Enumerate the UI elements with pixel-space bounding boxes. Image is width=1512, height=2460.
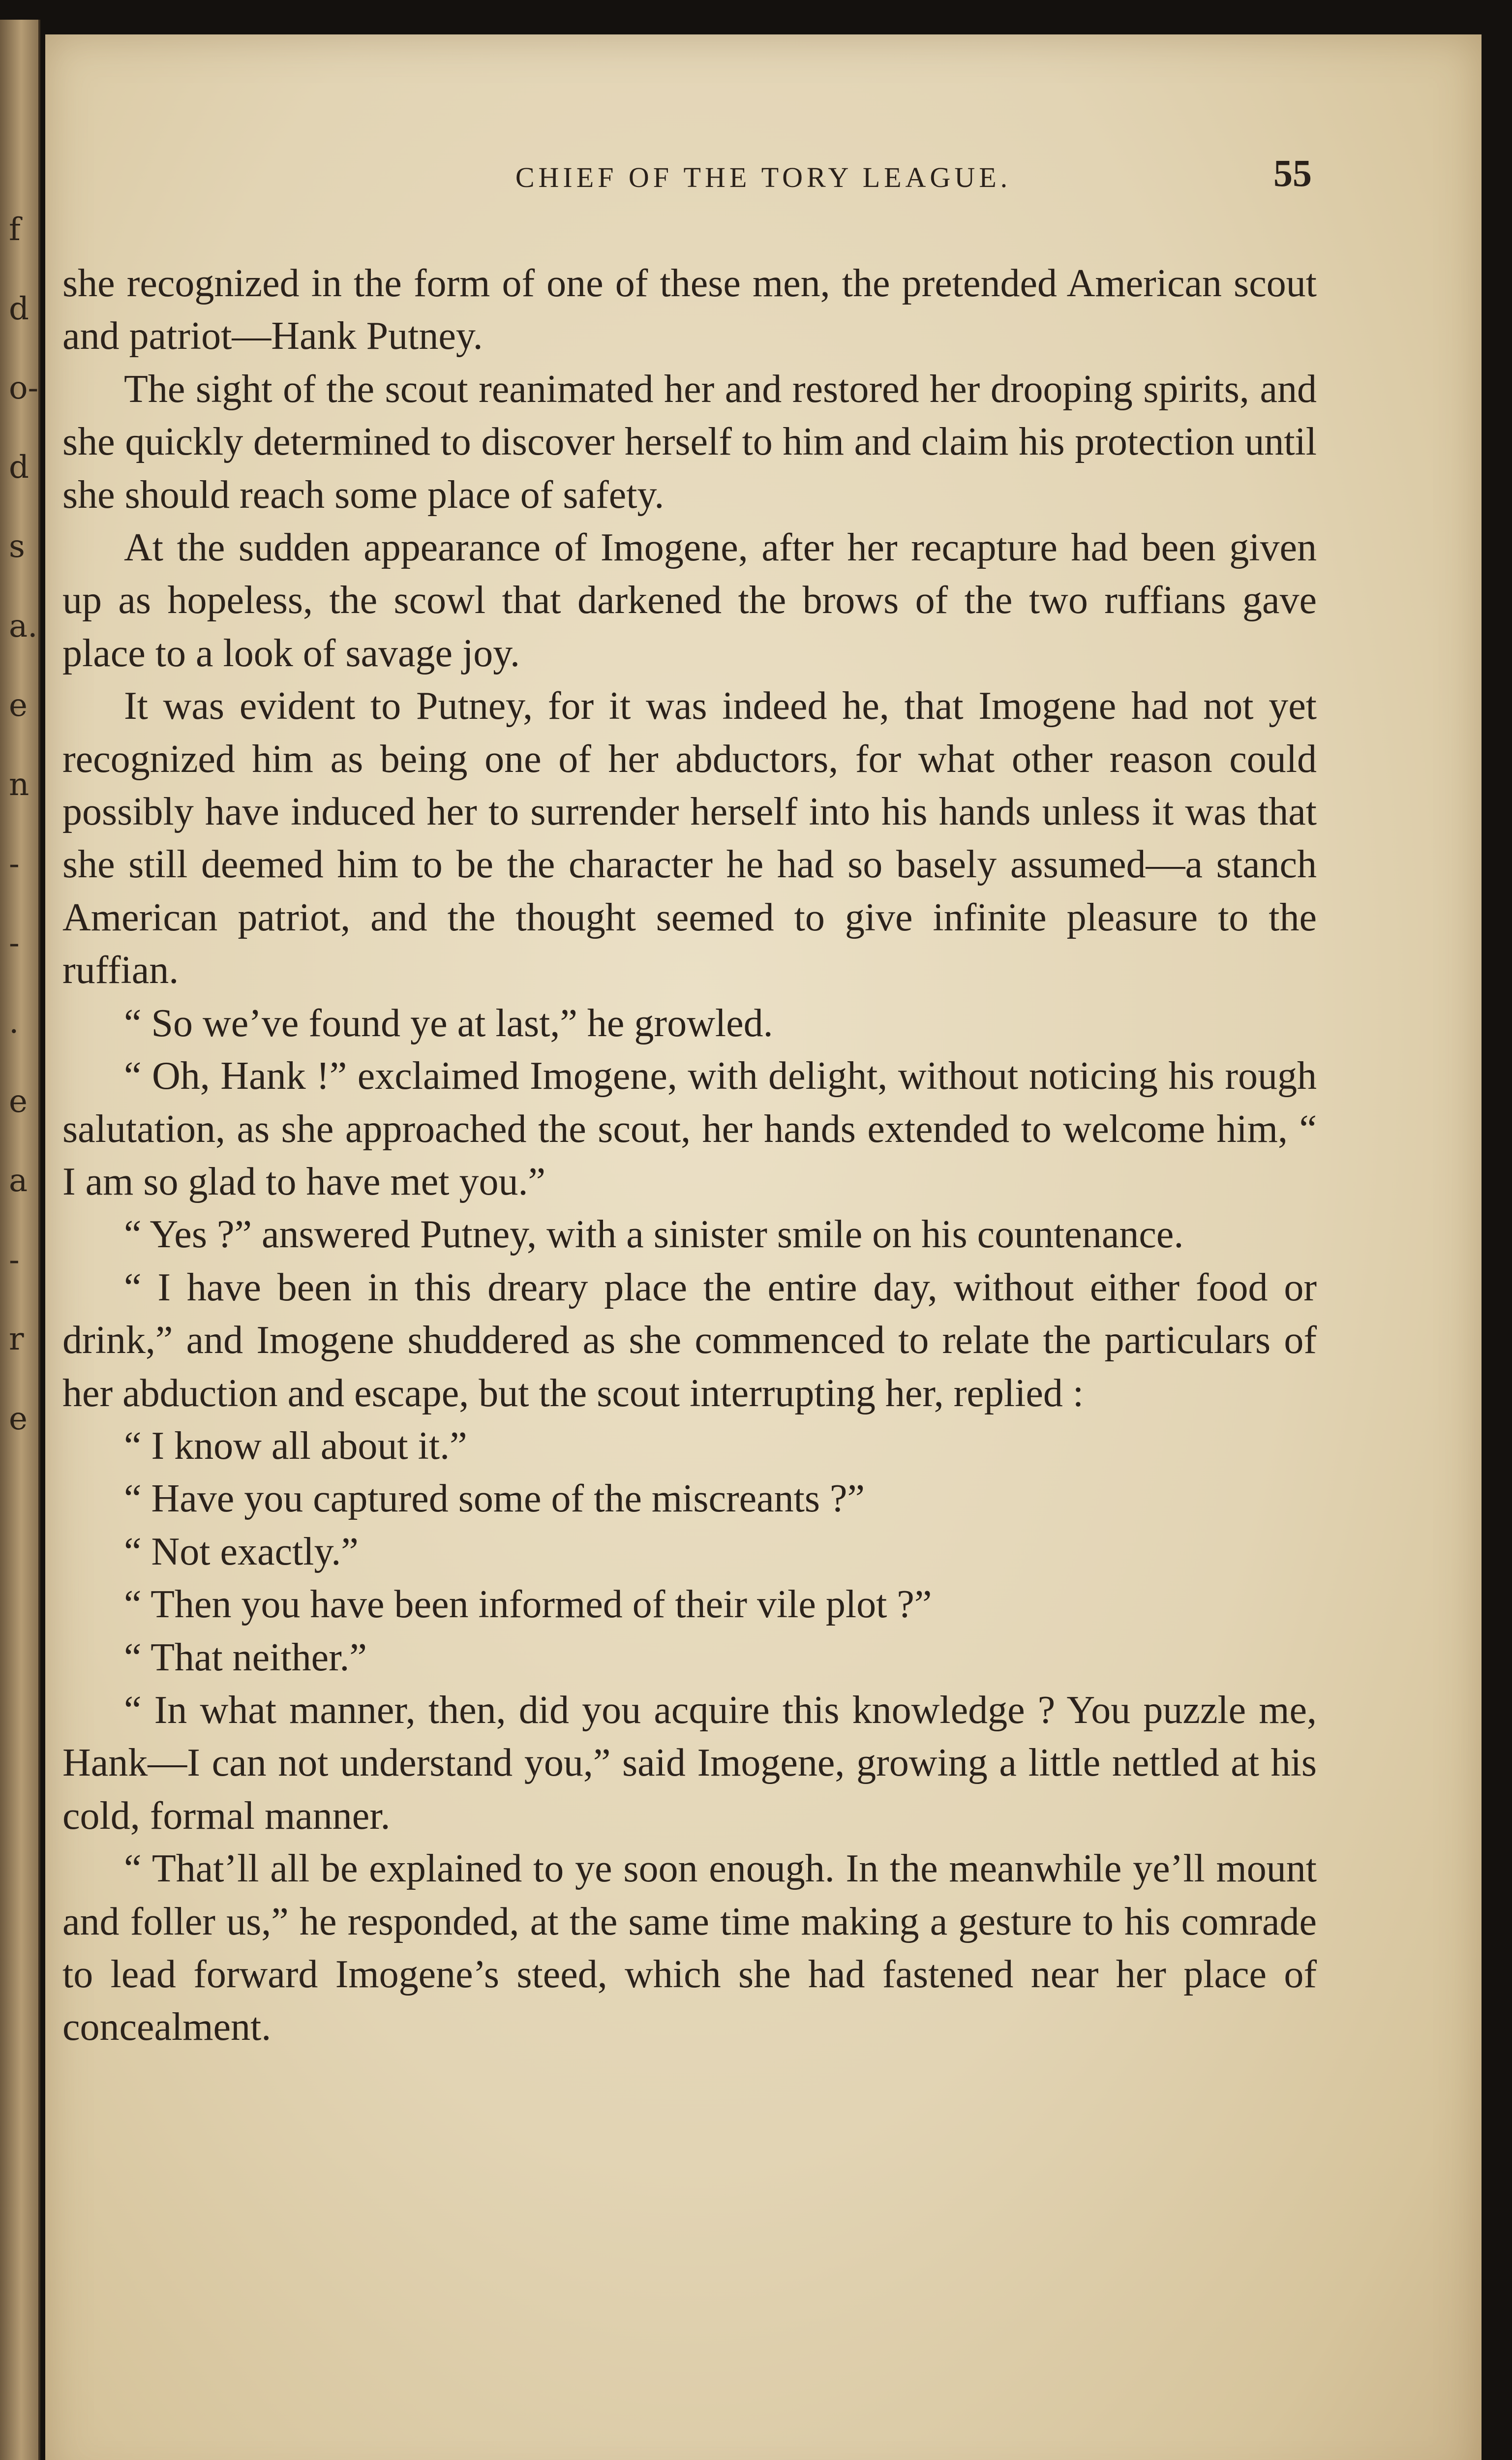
paragraph: “ So we’ve found ye at last,” he growled. <box>124 1001 773 1045</box>
paragraph: It was evident to Putney, for it was indeed he, that Imogene had not yet recognized him as being one of her abductors, for what other reason could possibly have induced her to surrender herself into his hands unless it was that she still deemed him to be the character he had so basely assumed—a stanch American patriot, and the thought seemed to give infinite pleasure to the ruffian. <box>62 684 1317 992</box>
facing-page-fragment: - <box>9 924 20 961</box>
paragraph: “ I know all about it.” <box>124 1424 467 1468</box>
paragraph: “ Yes ?” answered Putney, with a sinister smile on his countenance. <box>124 1213 1184 1257</box>
paragraph: “ Then you have been informed of their vile plot ?” <box>124 1583 932 1627</box>
facing-page-fragment: r <box>9 1321 24 1358</box>
paragraph: “ In what manner, then, did you acquire this knowledge ? You puzzle me, Hank—I can not understand you,” said Imogene, growing a little nettled at his cold, formal manner. <box>62 1688 1317 1838</box>
facing-page-fragment: d <box>9 291 29 328</box>
facing-page-fragment: - <box>9 845 20 882</box>
facing-page-fragment: n <box>9 766 30 803</box>
paragraph: “ Have you captured some of the miscreants ?” <box>124 1477 865 1521</box>
running-head <box>45 130 1482 194</box>
paragraph: At the sudden appearance of Imogene, after her recapture had been given up as hopeless, the scowl that darkened the brows of the two ruffians gave place to a look of savage joy. <box>62 526 1317 675</box>
facing-page-fragment: . <box>9 1004 19 1041</box>
paragraph: “ That neither.” <box>124 1635 367 1679</box>
book-page <box>45 34 1482 2460</box>
running-title: CHIEF OF THE TORY LEAGUE. <box>515 161 1012 193</box>
paragraph: “ Oh, Hank !” exclaimed Imogene, with delight, without noticing his rough salutation, as she approached the scout, her hands extended to welcome him, “ I am so glad to have met you.” <box>62 1054 1317 1203</box>
facing-page-fragment: e <box>9 1083 28 1120</box>
paragraph: “ That’ll all be explained to ye soon enough. In the meanwhile ye’ll mount and foller us,” he responded, at the same time making a gesture to his comrade to lead forward Imogene’s steed, which she had fastened near her place of concealment. <box>62 1847 1317 2049</box>
paragraph: The sight of the scout reanimated her and restored her drooping spirits, and she quickly determined to discover herself to him and claim his protection until she should reach some place of safety. <box>62 367 1317 517</box>
facing-page-edge <box>0 20 40 2460</box>
body-text <box>62 257 1317 2054</box>
facing-page-fragment: f <box>9 212 21 248</box>
facing-page-fragment: e <box>9 1400 28 1437</box>
facing-page-fragment: a <box>9 1163 28 1199</box>
facing-page-fragment: - <box>9 1242 20 1279</box>
paragraph: “ I have been in this dreary place the entire day, without either food or drink,” and Imogene shuddered as she commenced to relate the particulars of her abduction and escape, but the scout interrupting her, replied : <box>62 1265 1317 1415</box>
page-number: 55 <box>1273 152 1312 194</box>
facing-page-fragment: o- <box>9 370 39 407</box>
facing-page-fragment: d <box>9 449 29 486</box>
facing-page-fragment: e <box>9 687 28 724</box>
paragraph: “ Not exactly.” <box>124 1530 359 1573</box>
paragraph: she recognized in the form of one of these men, the pretended American scout and patriot—Hank Putney. <box>62 262 1317 358</box>
facing-page-fragment: s <box>9 528 25 565</box>
facing-page-fragment: a. <box>9 608 38 645</box>
